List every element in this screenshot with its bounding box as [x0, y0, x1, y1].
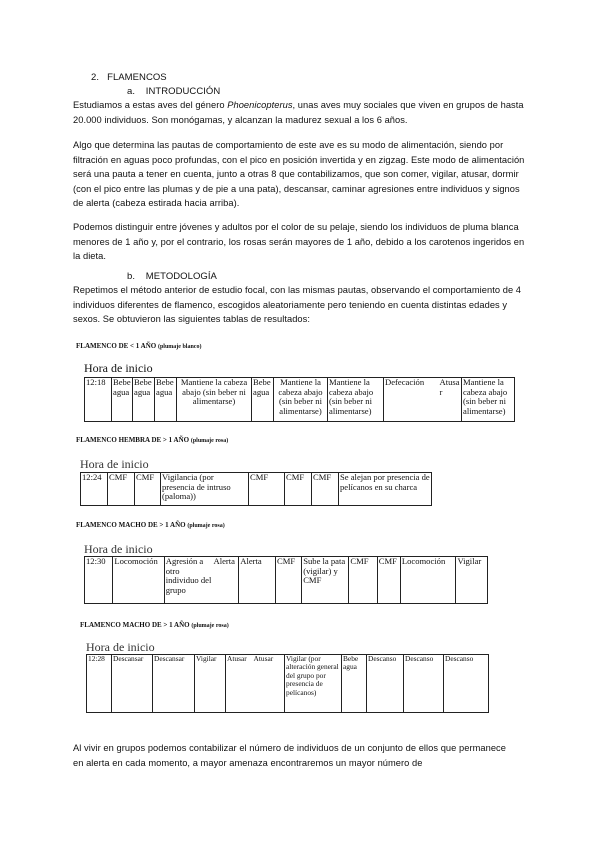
table2-cell: CMF — [285, 473, 312, 506]
table3-cell-time: 12:30 — [85, 557, 113, 604]
table1 — [84, 377, 515, 422]
table1-cell: Atusar — [439, 378, 462, 422]
table2-row — [81, 473, 432, 506]
table2-cell: Se alejan por presencia de pelícanos en su charca — [339, 473, 432, 506]
table4-cell: Descanso — [404, 655, 444, 713]
table4-label: FLAMENCO MACHO DE > 1 AÑO (plumaje rosa) — [80, 621, 229, 629]
table1-cell: Mantiene la cabeza abajo (sin beber ni alimentarse) — [462, 378, 515, 422]
table2-label: FLAMENCO HEMBRA DE > 1 AÑO (plumaje rosa) — [76, 436, 229, 444]
table1-row — [85, 378, 515, 422]
table1-cell: Mantiene la cabeza abajo (sin beber ni alimentarse) — [177, 378, 252, 422]
table1-cell: Mantiene la cabeza abajo (sin beber ni alimentarse) — [274, 378, 328, 422]
table4-cell: Bebe agua — [342, 655, 367, 713]
method-title: METODOLOGÍA — [145, 271, 217, 282]
table4-cell: Vigilar (por alteración general del grupo por presencia de pelícanos) — [285, 655, 342, 713]
table2-cell: CMF — [135, 473, 161, 506]
table2-cell-time: 12:24 — [81, 473, 108, 506]
table4-cell: Descansar — [153, 655, 195, 713]
table4-cell: Descansar — [112, 655, 153, 713]
table3-hora: Hora de inicio — [84, 542, 153, 556]
table3-cell: CMF — [377, 557, 400, 604]
table1-hora: Hora de inicio — [84, 361, 153, 375]
table2-cell: CMF — [108, 473, 135, 506]
table1-cell: Bebe agua — [155, 378, 177, 422]
table4-hora: Hora de inicio — [86, 640, 155, 654]
method-letter: b. — [127, 271, 136, 282]
table4-row — [87, 655, 489, 713]
intro-title: INTRODUCCIÓN — [145, 86, 221, 97]
method-paragraph: Repetimos el método anterior de estudio focal, con las mismas pautas, observando el comportamiento de 4 individuos diferentes de flamenco, escogidos aleatoriamente pero teniendo en cuenta distintas edades y sexos. Se obtuvieron las siguientes tablas de resultados: — [73, 285, 522, 325]
table2-cell: Vigilancia (por presencia de intruso (paloma)) — [161, 473, 249, 506]
table3-cell: Sube la pata (vigilar) y CMF — [302, 557, 349, 604]
table1-cell: Mantiene la cabeza abajo (sin beber ni alimentarse) — [328, 378, 384, 422]
table1-cell: Bebe agua — [133, 378, 155, 422]
table4-cell: Descanso — [444, 655, 489, 713]
species-name: Phoenicopterus — [227, 100, 293, 110]
section-title: FLAMENCOS — [107, 72, 167, 83]
table3-cell: Alerta — [213, 557, 239, 604]
table4-cell: Atusar — [226, 655, 253, 713]
table1-cell: Bebe agua — [252, 378, 274, 422]
table3-cell: Agresión a otro individuo del grupo — [164, 557, 212, 604]
table2-cell: CMF — [249, 473, 285, 506]
section-heading — [91, 71, 167, 84]
intro-paragraph-1: Estudiamos a estas aves del género Phoenicopterus, unas aves muy sociales que viven en grupos de hasta 20.000 individuos. Son monógamas, y alcanzan la madurez sexual a los 6 años. — [73, 100, 524, 125]
table3-cell: Locomoción — [400, 557, 456, 604]
table1-cell: Defecación — [384, 378, 439, 422]
table3-cell: CMF — [275, 557, 301, 604]
method-heading — [127, 270, 217, 283]
table4-cell: Atusar — [253, 655, 285, 713]
section-number: 2. — [91, 72, 100, 83]
table2-cell: CMF — [312, 473, 339, 506]
table3-label: FLAMENCO MACHO DE > 1 AÑO (plumaje rosa) — [76, 521, 225, 529]
table3 — [84, 556, 488, 604]
intro-paragraph-3: Podemos distinguir entre jóvenes y adultos por el color de su pelaje, siendo los individuos de pluma blanca menores de 1 año y, por el contrario, los rosas serán mayores de 1 año, debido a los carotenos ingeridos en la dieta. — [73, 222, 525, 262]
closing-paragraph: Al vivir en grupos podemos contabilizar el número de individuos de un conjunto de ellos que permanece en alerta en cada momento, a mayor amenaza encontraremos un mayor número de — [73, 743, 506, 768]
intro-paragraph-2: Algo que determina las pautas de comportamiento de este ave es su modo de alimentación, siendo por filtración en aguas poco profundas, con el pico en posición invertida y en zigzag. Este modo de alimentación será una pauta a tener en cuenta, junto a otras 8 que contabilizamos, que son comer, vigilar, atusar, dormir (con el pico entre las plumas y de pie a una pata), descansar, caminar agresiones entre individuos y signos de alerta (cabeza estirada hacia arriba). — [73, 140, 525, 209]
table4 — [86, 654, 489, 713]
table3-row — [85, 557, 488, 604]
intro-heading — [127, 85, 220, 98]
table2 — [80, 472, 432, 506]
table4-cell-time: 12:28 — [87, 655, 112, 713]
table1-cell-time: 12:18 — [85, 378, 112, 422]
table3-cell: Vigilar — [456, 557, 488, 604]
table1-label: FLAMENCO DE < 1 AÑO (plumaje blanco) — [76, 342, 202, 350]
table3-cell: Locomoción — [113, 557, 164, 604]
table4-cell: Vigilar — [195, 655, 226, 713]
intro-letter: a. — [127, 86, 136, 97]
table2-hora: Hora de inicio — [80, 457, 149, 471]
table1-cell: Bebe agua — [112, 378, 133, 422]
table4-cell: Descanso — [367, 655, 404, 713]
table3-cell: CMF — [349, 557, 377, 604]
table3-cell: Alerta — [239, 557, 276, 604]
